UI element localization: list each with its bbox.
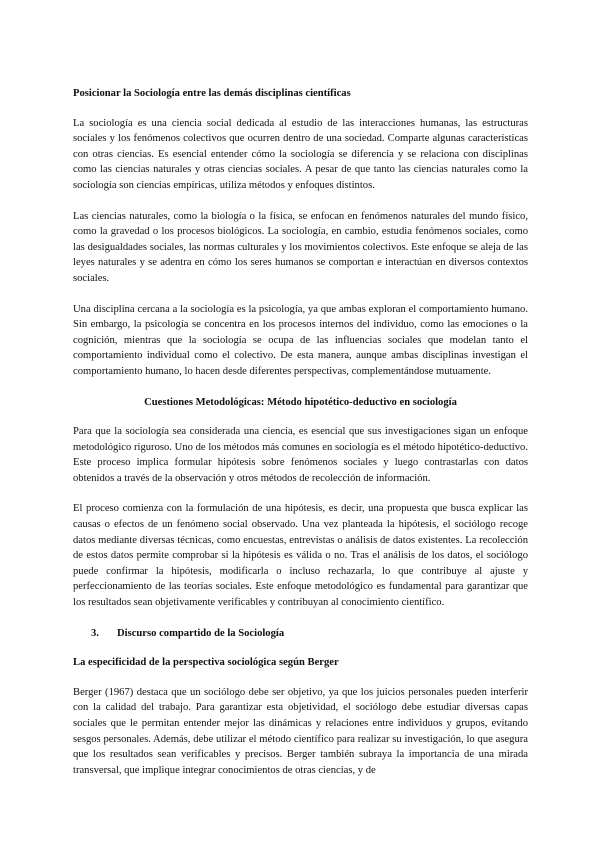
numbered-section-heading [91,626,528,642]
section-title: Discurso compartido de la Sociología [117,627,285,639]
paragraph: El proceso comienza con la formulación de una hipótesis, es decir, una propuesta que busca explicar las causas o efectos de un fenómeno social observado. Una vez planteada la hipótesis, el sociólogo recoge datos mediante diversas técnicas, como encuestas, entrevistas o análisis de datos existentes. La recolección de estos datos permite comprobar si la hipótesis es válida o no. Tras el análisis de los datos, el sociólogo puede confirmar la hipótesis, modificarla o incluso rechazarla, lo que contribuye al ajuste y perfeccionamiento de las teorías sociales. Este enfoque metodológico es fundamental para garantizar que los resultados sean objetivamente verificables y contribuyan al conocimiento científico. [73,503,528,609]
subsection-heading-berger: La especificidad de la perspectiva sociológica según Berger [73,657,339,669]
document-page [73,86,528,793]
paragraph: Para que la sociología sea considerada una ciencia, es esencial que sus investigaciones sigan un enfoque metodológico riguroso. Uno de los métodos más comunes en sociología es el método hipotético-deductivo. Este proceso implica formular hipótesis sobre fenómenos sociales y luego contrastarlas con datos obtenidos a través de la observación y otros métodos de recolección de información. [73,426,528,484]
section-number: 3. [91,627,99,639]
paragraph: Las ciencias naturales, como la biología o la física, se enfocan en fenómenos naturales del mundo físico, como la gravedad o los procesos biológicos. La sociología, en cambio, estudia fenómenos sociales, como las desigualdades sociales, las normas culturales y los movimientos colectivos. Este enfoque se aleja de las leyes naturales y se adentra en cómo los seres humanos se comportan e interactúan en diversos contextos sociales. [73,210,528,284]
section-heading-positioning: Posicionar la Sociología entre las demás disciplinas científicas [73,88,351,99]
paragraph: Una disciplina cercana a la sociología es la psicología, ya que ambas exploran el comportamiento humano. Sin embargo, la psicología se concentra en los procesos internos del individuo, como las emociones o la cognición, mientras que la sociología se ocupa de las influencias sociales que modelan tanto el comportamiento individual como el colectivo. De esta manera, aunque ambas disciplinas investigan el comportamiento humano, lo hacen desde diferentes perspectivas, complementándose mutuamente. [73,303,528,377]
section-heading-methodology: Cuestiones Metodológicas: Método hipotético-deductivo en sociología [144,396,457,408]
paragraph: Berger (1967) destaca que un sociólogo debe ser objetivo, ya que los juicios personales pueden interferir con la calidad del trabajo. Para garantizar esta objetividad, el sociólogo debe estudiar diversas capas sociales que le permitan entender mejor las dinámicas y relaciones entre individuos y grupos, evitando sesgos personales. Además, debe utilizar el método científico para realizar su investigación, lo que asegura que los resultados sean verificables y precisos. Berger también subraya la importancia de una mirada transversal, que implique integrar conocimientos de otras ciencias, y de [73,686,528,776]
paragraph: La sociología es una ciencia social dedicada al estudio de las interacciones humanas, las estructuras sociales y los fenómenos colectivos que ocurren dentro de una sociedad. Comparte algunas características con otras ciencias. Es esencial entender cómo la sociología se diferencia y se relaciona con disciplinas como las ciencias naturales y otras ciencias sociales. A pesar de que tanto las ciencias naturales como la sociología son ciencias empíricas, utiliza métodos y enfoques distintos. [73,117,528,191]
